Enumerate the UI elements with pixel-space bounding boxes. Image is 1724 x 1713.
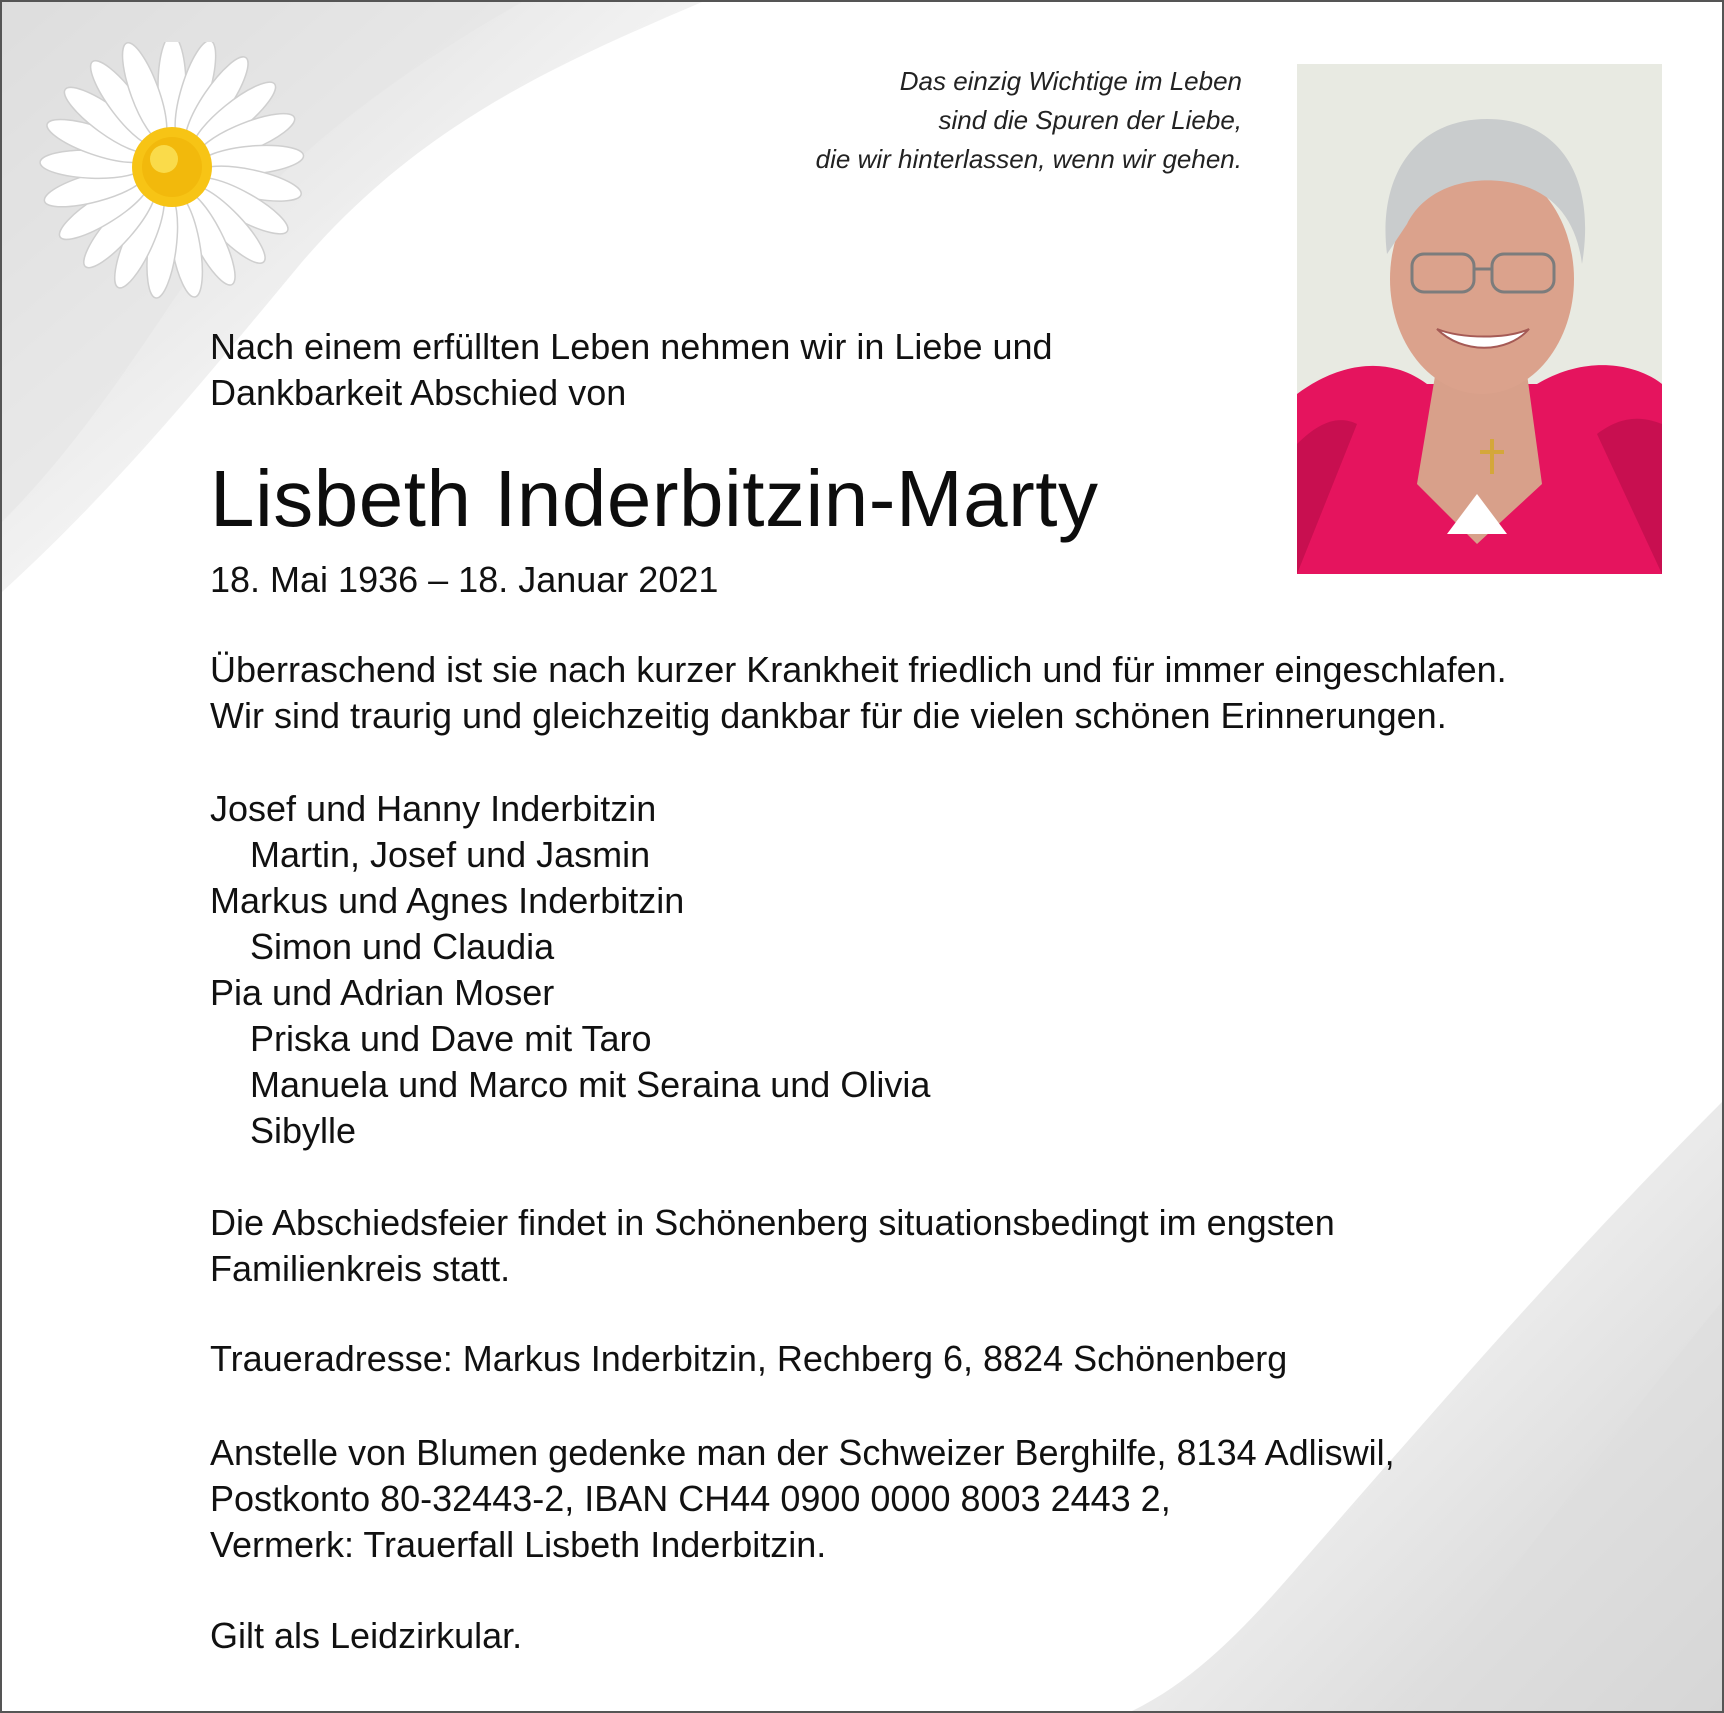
donation-line: Anstelle von Blumen gedenke man der Schweizer Berghilfe, 8134 Adliswil, xyxy=(210,1432,1395,1473)
deceased-name: Lisbeth Inderbitzin-Marty xyxy=(210,454,1099,543)
mourning-address: Traueradresse: Markus Inderbitzin, Rechberg 6, 8824 Schönenberg xyxy=(210,1338,1288,1379)
donation-line: Vermerk: Trauerfall Lisbeth Inderbitzin. xyxy=(210,1524,827,1565)
intro-text xyxy=(210,324,1053,416)
family-member: Martin, Josef und Jasmin xyxy=(250,834,651,875)
donation-line: Postkonto 80-32443-2, IBAN CH44 0900 0000 8003 2443 2, xyxy=(210,1478,1171,1519)
family-member: Sibylle xyxy=(250,1110,357,1151)
message-line: Überraschend ist sie nach kurzer Krankheit friedlich und für immer eingeschlafen. xyxy=(210,649,1507,690)
intro-line: Nach einem erfüllten Leben nehmen wir in Liebe und xyxy=(210,326,1053,367)
quote-block xyxy=(816,62,1242,179)
ceremony-line: Familienkreis statt. xyxy=(210,1248,511,1289)
ceremony-text xyxy=(210,1200,1335,1292)
family-member: Priska und Dave mit Taro xyxy=(250,1018,652,1059)
portrait-photo xyxy=(1297,64,1662,574)
message-line: Wir sind traurig und gleichzeitig dankbar für die vielen schönen Erinnerungen. xyxy=(210,695,1447,736)
footer-note: Gilt als Leidzirkular. xyxy=(210,1615,523,1656)
family-member: Josef und Hanny Inderbitzin xyxy=(210,788,657,829)
quote-line: Das einzig Wichtige im Leben xyxy=(899,66,1242,96)
family-member: Pia und Adrian Moser xyxy=(210,972,555,1013)
life-dates: 18. Mai 1936 – 18. Januar 2021 xyxy=(210,559,719,600)
donation-text xyxy=(210,1430,1395,1568)
quote-line: sind die Spuren der Liebe, xyxy=(938,105,1242,135)
family-member: Markus und Agnes Inderbitzin xyxy=(210,880,685,921)
family-member: Manuela und Marco mit Seraina und Olivia xyxy=(250,1064,931,1105)
daisy-flower-icon xyxy=(32,42,312,322)
quote-line: die wir hinterlassen, wenn wir gehen. xyxy=(815,144,1242,174)
ceremony-line: Die Abschiedsfeier findet in Schönenberg situationsbedingt im engsten xyxy=(210,1202,1335,1243)
message-text xyxy=(210,647,1507,739)
family-member: Simon und Claudia xyxy=(250,926,555,967)
family-list xyxy=(210,786,930,1154)
intro-line: Dankbarkeit Abschied von xyxy=(210,372,627,413)
